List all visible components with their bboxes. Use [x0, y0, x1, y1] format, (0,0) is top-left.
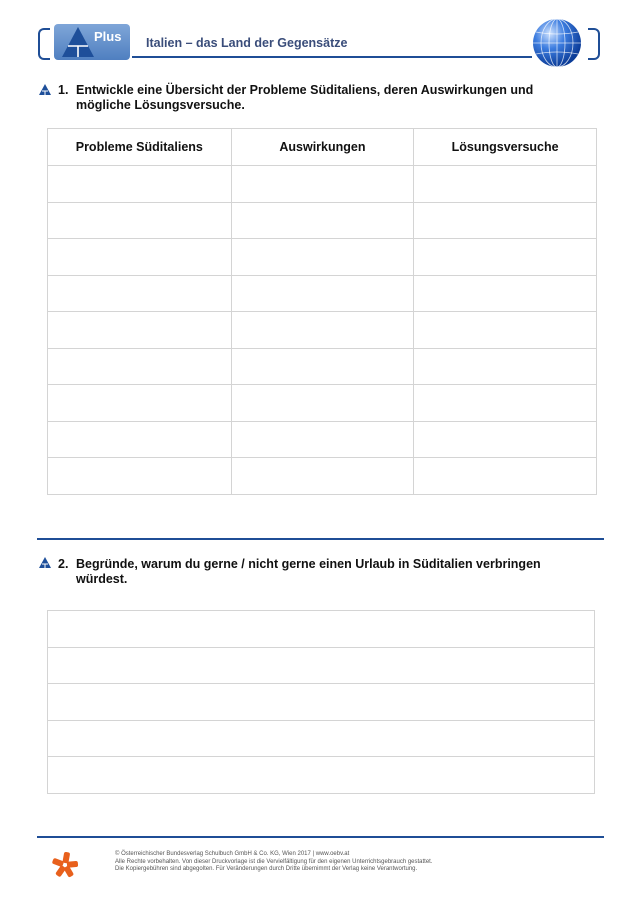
answer-cell[interactable]: [414, 385, 597, 422]
answer-cell[interactable]: [48, 458, 232, 495]
table-row: [48, 458, 597, 495]
task-2-line-2: würdest.: [76, 572, 128, 586]
answer-cell[interactable]: [48, 385, 232, 422]
answer-cell[interactable]: [414, 458, 597, 495]
answer-cell[interactable]: [48, 275, 232, 312]
answer-line-field[interactable]: [48, 611, 595, 648]
header-bracket-right: [588, 28, 600, 60]
answer-line: [48, 757, 595, 794]
footer-line-2: Alle Rechte vorbehalten. Von dieser Druckvorlage ist die Vervielfältigung für den eigenen Unterrichtsgebrauch gestattet.: [115, 858, 433, 865]
table-row: [48, 385, 597, 422]
footer-divider: [37, 836, 604, 838]
table-row: [48, 202, 597, 239]
answer-line: [48, 720, 595, 757]
answer-cell[interactable]: [231, 312, 414, 349]
footer-line-1: © Österreichischer Bundesverlag Schulbuch GmbH & Co. KG, Wien 2017 | www.oebv.at: [115, 851, 350, 857]
task-1-line-2: mögliche Lösungsversuche.: [76, 98, 245, 112]
answer-cell[interactable]: [414, 202, 597, 239]
footer-line-3: Die Kopiergebühren sind abgegolten. Für Veränderungen durch Dritte übernimmt der Verlag keine Verantwortung.: [115, 866, 418, 872]
table-row: [48, 421, 597, 458]
answer-line-field[interactable]: [48, 684, 595, 721]
answer-cell[interactable]: [231, 275, 414, 312]
task-1-number: 1.: [58, 83, 69, 97]
answer-cell[interactable]: [48, 202, 232, 239]
table-header-row: [48, 129, 597, 166]
answer-cell[interactable]: [231, 166, 414, 203]
answer-cell[interactable]: [414, 421, 597, 458]
answer-cell[interactable]: [231, 421, 414, 458]
table-row: [48, 312, 597, 349]
globe-icon: [532, 18, 582, 68]
overview-table: [47, 128, 597, 495]
answer-line: [48, 647, 595, 684]
answer-cell[interactable]: [414, 166, 597, 203]
column-header-problems: Probleme Süditaliens: [48, 129, 232, 166]
answer-cell[interactable]: [231, 239, 414, 276]
section-divider: [37, 538, 604, 540]
task-2-number: 2.: [58, 557, 69, 571]
task-2-line-1: Begründe, warum du gerne / nicht gerne einen Urlaub in Süditalien verbringen: [76, 557, 541, 571]
table-row: [48, 348, 597, 385]
answer-cell[interactable]: [231, 202, 414, 239]
answer-lines-box: [47, 610, 595, 794]
task-1-line-1: Entwickle eine Übersicht der Probleme Süditaliens, deren Auswirkungen und: [76, 83, 534, 97]
table-row: [48, 239, 597, 276]
column-header-effects: Auswirkungen: [231, 129, 414, 166]
answer-cell[interactable]: [414, 275, 597, 312]
logo-text: Plus: [94, 29, 122, 44]
publisher-asterisk-icon: [50, 850, 80, 880]
answer-line-field[interactable]: [48, 757, 595, 794]
answer-cell[interactable]: [414, 348, 597, 385]
column-header-solutions: Lösungsversuche: [414, 129, 597, 166]
answer-cell[interactable]: [414, 239, 597, 276]
header-bracket-left: [38, 28, 50, 60]
answer-cell[interactable]: [48, 348, 232, 385]
answer-cell[interactable]: [231, 458, 414, 495]
task-1-prompt: [76, 83, 533, 113]
copyright-notice: [115, 851, 433, 874]
header-underline: [132, 56, 532, 58]
answer-cell[interactable]: [48, 166, 232, 203]
task-2-prompt: [76, 557, 541, 587]
answer-cell[interactable]: [231, 348, 414, 385]
answer-line-field[interactable]: [48, 720, 595, 757]
page-title: Italien – das Land der Gegensätze: [146, 36, 348, 50]
answer-cell[interactable]: [48, 312, 232, 349]
answer-cell[interactable]: [48, 421, 232, 458]
answer-cell[interactable]: [414, 312, 597, 349]
answer-line-field[interactable]: [48, 647, 595, 684]
answer-line: [48, 611, 595, 648]
pyramid-bullet-icon: [39, 557, 51, 568]
pyramid-bullet-icon: [39, 84, 51, 95]
table-row: [48, 275, 597, 312]
answer-line: [48, 684, 595, 721]
answer-cell[interactable]: [48, 239, 232, 276]
table-row: [48, 166, 597, 203]
answer-cell[interactable]: [231, 385, 414, 422]
